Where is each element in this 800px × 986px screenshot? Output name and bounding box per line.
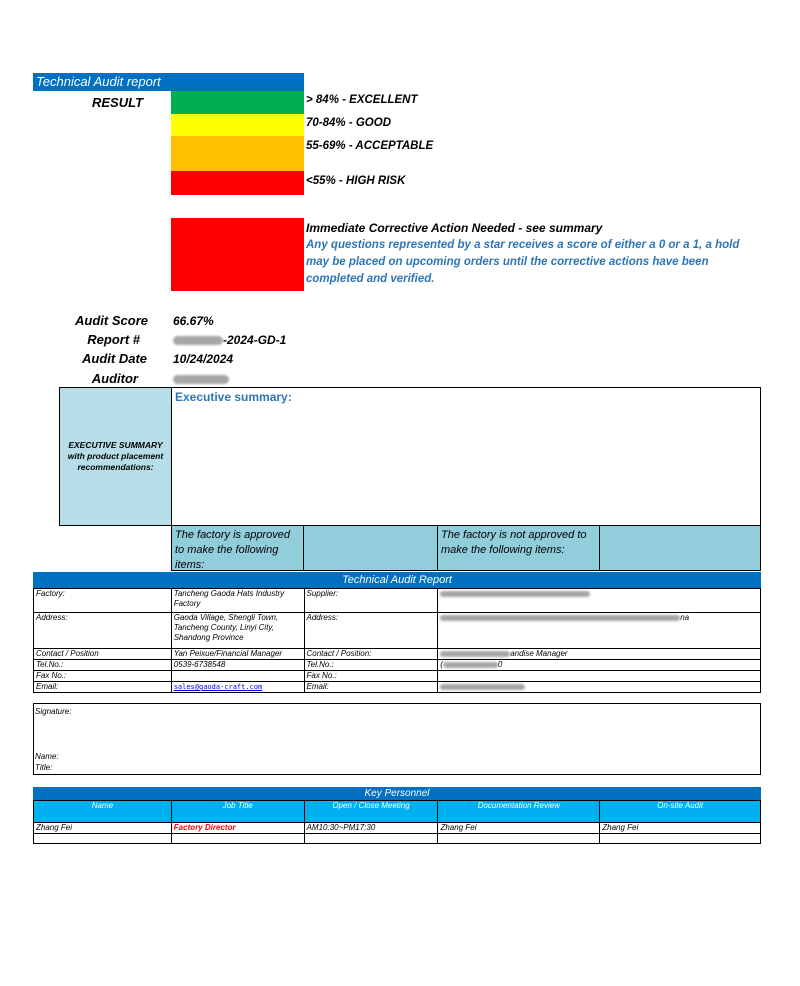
audit-info-table (33, 588, 761, 693)
redacted-mark (173, 336, 223, 345)
title-label: Title: (35, 763, 53, 772)
executive-summary-box[interactable] (171, 387, 761, 526)
legend-swatch-good (171, 114, 304, 136)
address-label: Address: (34, 613, 172, 649)
contact-value-2: andise Manager (438, 649, 761, 660)
email-link[interactable]: sales@gaoda-craft.com (173, 683, 263, 691)
redacted-mark (440, 651, 510, 657)
corrective-swatch (171, 218, 304, 291)
address-label-2: Address: (304, 613, 438, 649)
table-row (34, 834, 761, 844)
header-onsite-audit: On-site Audit (600, 801, 761, 823)
supplier-label: Supplier: (304, 589, 438, 613)
redacted-mark (173, 375, 229, 384)
audit-date-label: Audit Date (82, 351, 147, 366)
fax-value-2 (438, 671, 761, 682)
name-label: Name: (35, 752, 59, 761)
contact-label: Contact / Position (34, 649, 172, 660)
legend-label-high-risk: <55% - HIGH RISK (306, 175, 406, 187)
auditor-value (173, 372, 229, 386)
supplier-value (438, 589, 761, 613)
address-value-2: na (438, 613, 761, 649)
signature-label: Signature: (35, 707, 72, 716)
result-label: RESULT (92, 95, 144, 110)
corrective-title: Immediate Corrective Action Needed - see summary (306, 221, 603, 235)
tel-value-2: ( 0 (438, 660, 761, 671)
report-number-value: -2024-GD-1 (173, 333, 286, 347)
key-personnel-table (33, 800, 761, 844)
executive-summary-label: EXECUTIVE SUMMARY with product placement recommendations: (59, 387, 172, 526)
email-label: Email: (34, 682, 172, 693)
audit-date-value: 10/24/2024 (173, 352, 234, 366)
contact-label-2: Contact / Position: (304, 649, 438, 660)
contact-value: Yan Peixue/Financial Manager (171, 649, 304, 660)
header-name: Name (34, 801, 172, 823)
audit-score-value: 66.67% (173, 314, 214, 328)
table-row (34, 823, 761, 834)
redacted-mark (440, 615, 680, 621)
factory-label: Factory: (34, 589, 172, 613)
legend-label-good: 70-84% - GOOD (306, 117, 391, 129)
audit-table-heading: Technical Audit Report (33, 572, 761, 588)
legend-swatch-acceptable (171, 136, 304, 171)
factory-value: Tancheng Gaoda Hats Industry Factory (171, 589, 304, 613)
fax-label-2: Fax No.: (304, 671, 438, 682)
header-open-close-meeting: Open / Close Meeting (304, 801, 438, 823)
tel-label: Tel.No.: (34, 660, 172, 671)
email-label-2: Email: (304, 682, 438, 693)
auditor-label: Auditor (91, 371, 138, 386)
report-number-label: Report # (87, 332, 140, 347)
approved-items-cell[interactable] (303, 525, 438, 571)
fax-value (171, 671, 304, 682)
legend-label-excellent: > 84% - EXCELLENT (306, 94, 418, 106)
personnel-doc-review: Zhang Fei (438, 823, 600, 834)
audit-score-label: Audit Score (75, 313, 148, 328)
personnel-onsite-audit: Zhang Fei (600, 823, 761, 834)
executive-summary-heading: Executive summary: (175, 390, 292, 404)
key-personnel-heading: Key Personnel (33, 787, 761, 800)
personnel-job-title: Factory Director (171, 823, 304, 834)
email-value-2 (438, 682, 761, 693)
redacted-mark (440, 684, 525, 690)
redacted-mark (440, 591, 590, 597)
signature-box[interactable] (33, 703, 761, 775)
not-approved-items-label: The factory is not approved to make the following items: (437, 525, 600, 571)
corrective-note: Any questions represented by a star receives a score of either a 0 or a 1, a hold may be placed on upcoming orders until the corrective actions have been completed and verified. (306, 239, 740, 285)
email-value[interactable] (171, 682, 304, 693)
legend-swatch-excellent (171, 91, 304, 114)
approved-items-label: The factory is approved to make the following items: (171, 525, 304, 571)
legend-swatch-high-risk (171, 171, 304, 195)
personnel-name: Zhang Fei (34, 823, 172, 834)
report-title: Technical Audit report (33, 73, 304, 91)
fax-label: Fax No.: (34, 671, 172, 682)
tel-label-2: Tel.No.: (304, 660, 438, 671)
tel-value: 0539-6738548 (171, 660, 304, 671)
header-documentation-review: Documentation Review (438, 801, 600, 823)
address-value: Gaoda Village, Shengli Town, Tancheng County, Linyi City, Shandong Province (171, 613, 304, 649)
redacted-mark (443, 662, 498, 668)
personnel-meeting-time: AM10:30~PM17:30 (304, 823, 438, 834)
legend-label-acceptable: 55-69% - ACCEPTABLE (306, 140, 434, 152)
header-job-title: Job Title (171, 801, 304, 823)
not-approved-items-cell[interactable] (599, 525, 761, 571)
